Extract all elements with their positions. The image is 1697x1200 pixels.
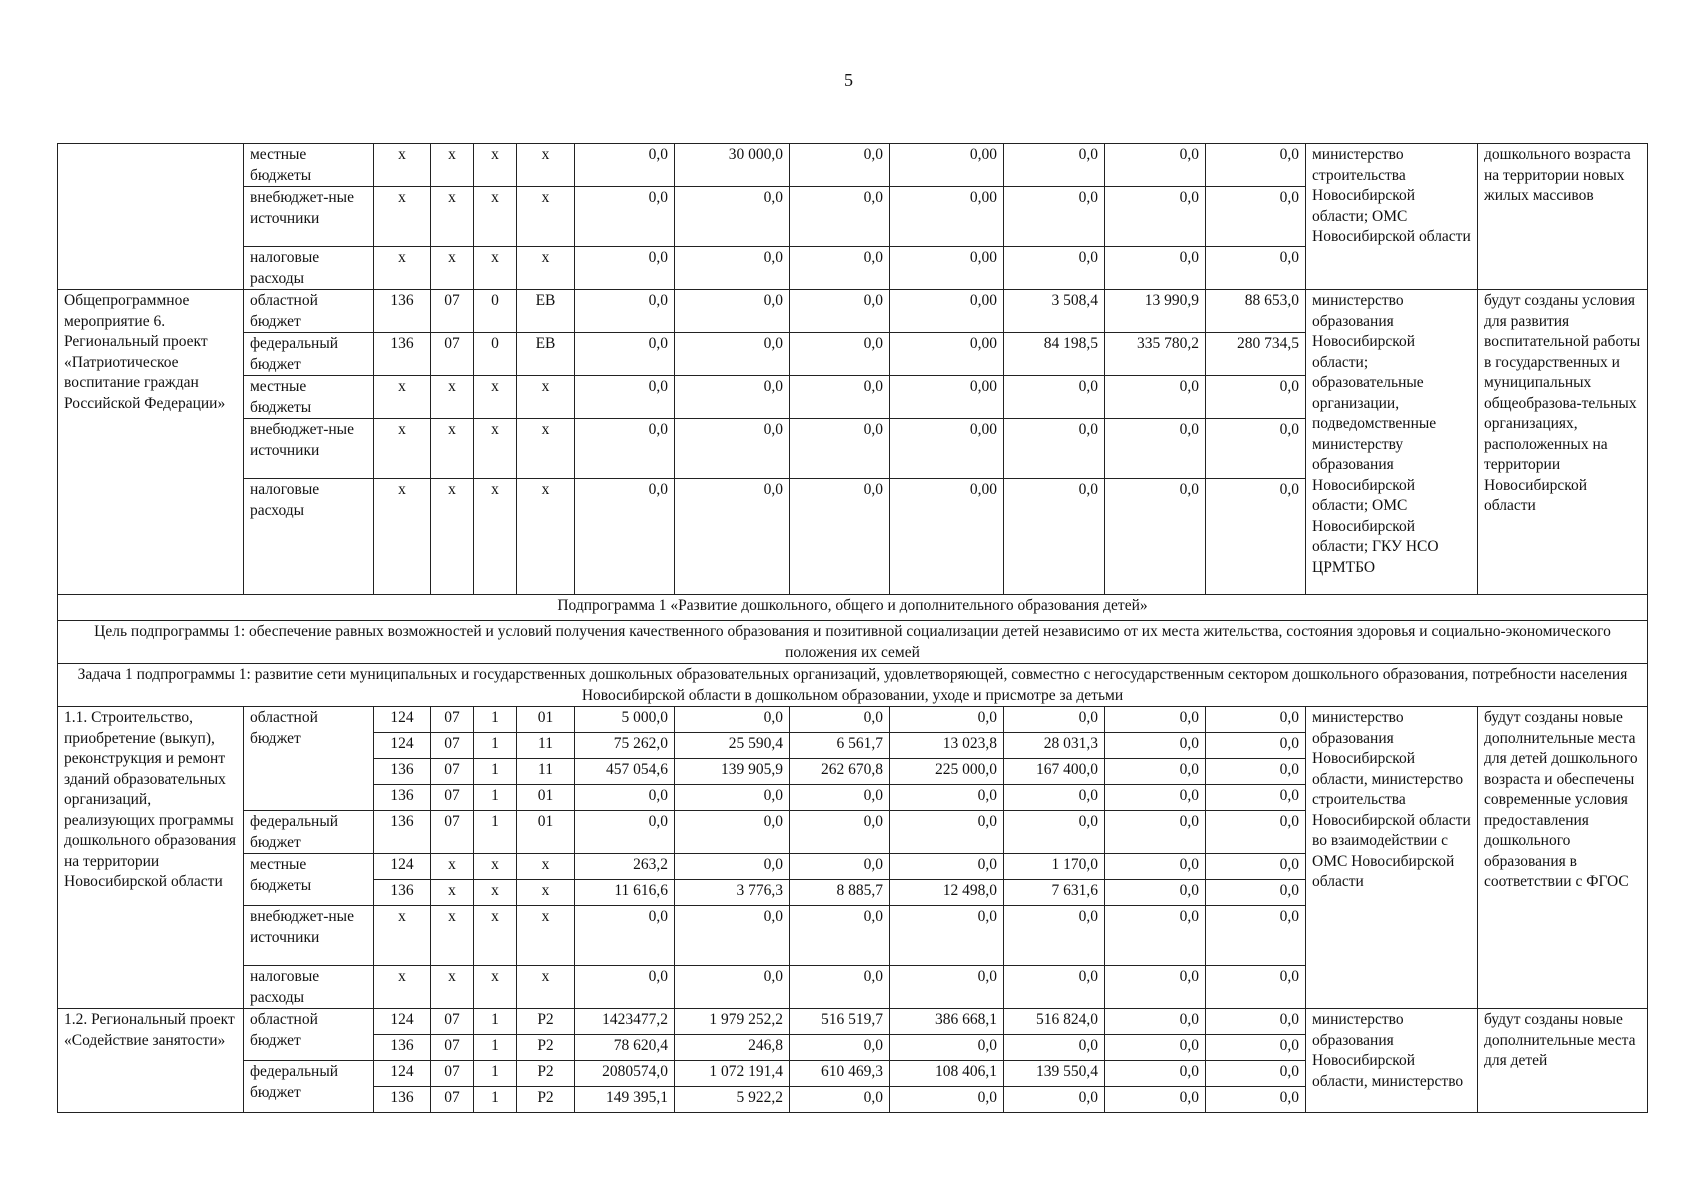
value-cell: 262 670,8: [790, 759, 890, 785]
value-cell: 0,0: [790, 811, 890, 854]
code-cell: EB: [517, 290, 575, 333]
value-cell: 84 198,5: [1004, 333, 1105, 376]
code-cell: х: [517, 966, 575, 1009]
value-cell: 0,0: [790, 1087, 890, 1113]
value-cell: 0,0: [790, 707, 890, 733]
code-cell: 0: [474, 290, 517, 333]
code-cell: 124: [374, 733, 431, 759]
table-row: [58, 664, 1648, 707]
code-cell: х: [517, 144, 575, 187]
code-cell: 1: [474, 1087, 517, 1113]
code-cell: х: [374, 419, 431, 479]
code-cell: х: [374, 966, 431, 1009]
code-cell: 07: [431, 1087, 474, 1113]
code-cell: 01: [517, 811, 575, 854]
code-cell: х: [517, 854, 575, 880]
value-cell: 0,0: [1206, 187, 1306, 247]
value-cell: 0,00: [890, 333, 1004, 376]
code-cell: х: [474, 906, 517, 966]
value-cell: 0,0: [675, 376, 790, 419]
code-cell: 01: [517, 707, 575, 733]
value-cell: 0,0: [675, 419, 790, 479]
code-cell: 11: [517, 759, 575, 785]
value-cell: 0,0: [890, 811, 1004, 854]
value-cell: 0,0: [1105, 880, 1206, 906]
value-cell: 0,0: [1206, 1087, 1306, 1113]
code-cell: 124: [374, 1009, 431, 1035]
code-cell: 1: [474, 1009, 517, 1035]
value-cell: 0,0: [1004, 1035, 1105, 1061]
code-cell: х: [431, 880, 474, 906]
value-cell: 0,0: [1004, 785, 1105, 811]
value-cell: 1 072 191,4: [675, 1061, 790, 1087]
code-cell: 07: [431, 1035, 474, 1061]
value-cell: 0,0: [1004, 811, 1105, 854]
code-cell: х: [517, 247, 575, 290]
value-cell: 0,0: [1206, 144, 1306, 187]
value-cell: 28 031,3: [1004, 733, 1105, 759]
code-cell: 136: [374, 1087, 431, 1113]
code-cell: 124: [374, 854, 431, 880]
funding-source-cell: внебюджет-ные источники: [244, 419, 374, 479]
event-name-cell: 1.2. Региональный проект «Содействие занятости»: [58, 1009, 244, 1113]
code-cell: P2: [517, 1009, 575, 1035]
value-cell: 0,0: [675, 906, 790, 966]
table-row: [58, 290, 1648, 333]
value-cell: 0,0: [890, 1087, 1004, 1113]
value-cell: 12 498,0: [890, 880, 1004, 906]
value-cell: 0,0: [1206, 880, 1306, 906]
code-cell: х: [431, 247, 474, 290]
value-cell: 2080574,0: [575, 1061, 675, 1087]
code-cell: 136: [374, 1035, 431, 1061]
value-cell: 78 620,4: [575, 1035, 675, 1061]
value-cell: 0,0: [575, 479, 675, 595]
code-cell: 1: [474, 1035, 517, 1061]
value-cell: 0,0: [1206, 1009, 1306, 1035]
code-cell: х: [474, 419, 517, 479]
value-cell: 0,0: [1004, 419, 1105, 479]
code-cell: х: [474, 854, 517, 880]
value-cell: 0,0: [790, 479, 890, 595]
value-cell: 149 395,1: [575, 1087, 675, 1113]
value-cell: 139 905,9: [675, 759, 790, 785]
value-cell: 0,0: [790, 419, 890, 479]
value-cell: 0,0: [1105, 187, 1206, 247]
value-cell: 0,0: [575, 419, 675, 479]
value-cell: 0,0: [890, 707, 1004, 733]
value-cell: 0,0: [790, 906, 890, 966]
event-name-cell: 1.1. Строительство, приобретение (выкуп), реконструкция и ремонт зданий образовательных организаций, реализующих программы дошкольного образования на территории Новосибирской области: [58, 707, 244, 1009]
code-cell: х: [474, 247, 517, 290]
value-cell: 0,0: [1206, 906, 1306, 966]
code-cell: х: [517, 376, 575, 419]
funding-source-cell: местные бюджеты: [244, 144, 374, 187]
code-cell: х: [474, 376, 517, 419]
executor-cell: министерство строительства Новосибирской области; ОМС Новосибирской области: [1306, 144, 1478, 290]
table-row: [58, 595, 1648, 621]
value-cell: 0,0: [1206, 1061, 1306, 1087]
value-cell: 0,0: [1004, 144, 1105, 187]
code-cell: х: [474, 880, 517, 906]
value-cell: 0,0: [1105, 247, 1206, 290]
code-cell: 0: [474, 333, 517, 376]
value-cell: 0,0: [675, 785, 790, 811]
code-cell: 1: [474, 1061, 517, 1087]
code-cell: 136: [374, 759, 431, 785]
code-cell: х: [517, 419, 575, 479]
value-cell: 0,0: [1206, 247, 1306, 290]
code-cell: х: [474, 479, 517, 595]
subprogram-goal: Цель подпрограммы 1: обеспечение равных возможностей и условий получения качественного образования и позитивной социализации детей независимо от их места жительства, состояния здоровья и социально-экономического положения их семей: [58, 621, 1648, 664]
code-cell: х: [431, 419, 474, 479]
value-cell: 3 776,3: [675, 880, 790, 906]
value-cell: 0,0: [675, 333, 790, 376]
code-cell: 07: [431, 1061, 474, 1087]
result-cell: будут созданы новые дополнительные места для детей дошкольного возраста и обеспечены современные условия предоставления дошкольного образования в соответствии с ФГОС: [1478, 707, 1648, 1009]
value-cell: 0,0: [1206, 707, 1306, 733]
value-cell: 0,0: [1206, 419, 1306, 479]
executor-cell: министерство образования Новосибирской области; образовательные организации, подведомственные министерству образования Новосибирской области; ОМС Новосибирской области; ГКУ НСО ЦРМТБО: [1306, 290, 1478, 595]
value-cell: 0,0: [1206, 811, 1306, 854]
funding-source-cell: областной бюджет: [244, 1009, 374, 1061]
value-cell: 0,0: [1004, 247, 1105, 290]
value-cell: 1423477,2: [575, 1009, 675, 1035]
value-cell: 0,0: [1105, 1087, 1206, 1113]
value-cell: 0,0: [1206, 376, 1306, 419]
executor-cell: министерство образования Новосибирской области, министерство строительства Новосибирской области во взаимодействии с ОМС Новосибирской области: [1306, 707, 1478, 1009]
value-cell: 0,0: [890, 1035, 1004, 1061]
code-cell: х: [517, 906, 575, 966]
value-cell: 0,0: [1004, 187, 1105, 247]
value-cell: 13 023,8: [890, 733, 1004, 759]
value-cell: 0,0: [790, 966, 890, 1009]
value-cell: 0,0: [1105, 1009, 1206, 1035]
code-cell: х: [431, 479, 474, 595]
value-cell: 0,0: [790, 187, 890, 247]
code-cell: 07: [431, 785, 474, 811]
code-cell: P2: [517, 1035, 575, 1061]
funding-source-cell: федеральный бюджет: [244, 333, 374, 376]
value-cell: 0,0: [1206, 966, 1306, 1009]
result-cell: будут созданы условия для развития воспитательной работы в государственных и муниципальных общеобразова-тельных организациях, расположенных на территории Новосибирской области: [1478, 290, 1648, 595]
value-cell: 0,0: [1105, 144, 1206, 187]
value-cell: 0,0: [675, 966, 790, 1009]
code-cell: 1: [474, 707, 517, 733]
value-cell: 0,0: [790, 333, 890, 376]
value-cell: 386 668,1: [890, 1009, 1004, 1035]
program-table: [57, 143, 1648, 1113]
value-cell: 0,0: [1004, 707, 1105, 733]
value-cell: 0,0: [890, 966, 1004, 1009]
code-cell: 1: [474, 759, 517, 785]
value-cell: 0,0: [890, 906, 1004, 966]
table-row: [58, 144, 1648, 187]
value-cell: 0,0: [1105, 419, 1206, 479]
value-cell: 0,0: [1105, 733, 1206, 759]
value-cell: 0,0: [575, 333, 675, 376]
funding-source-cell: местные бюджеты: [244, 854, 374, 906]
code-cell: 124: [374, 1061, 431, 1087]
code-cell: х: [374, 376, 431, 419]
value-cell: 0,0: [790, 376, 890, 419]
value-cell: 0,0: [790, 290, 890, 333]
value-cell: 0,0: [1105, 376, 1206, 419]
value-cell: 0,0: [1206, 733, 1306, 759]
value-cell: 1 979 252,2: [675, 1009, 790, 1035]
executor-cell: министерство образования Новосибирской области, министерство: [1306, 1009, 1478, 1113]
funding-source-cell: федеральный бюджет: [244, 811, 374, 854]
value-cell: 0,0: [1004, 479, 1105, 595]
value-cell: 0,00: [890, 290, 1004, 333]
value-cell: 0,0: [1105, 707, 1206, 733]
value-cell: 0,0: [1206, 479, 1306, 595]
page-number: 5: [844, 70, 853, 90]
code-cell: 1: [474, 785, 517, 811]
value-cell: 0,0: [1206, 785, 1306, 811]
code-cell: х: [517, 479, 575, 595]
value-cell: 0,0: [575, 811, 675, 854]
funding-source-cell: местные бюджеты: [244, 376, 374, 419]
code-cell: х: [517, 187, 575, 247]
funding-source-cell: областной бюджет: [244, 707, 374, 811]
table-row: [58, 621, 1648, 664]
code-cell: х: [431, 966, 474, 1009]
value-cell: 0,0: [1004, 1087, 1105, 1113]
code-cell: 124: [374, 707, 431, 733]
value-cell: 280 734,5: [1206, 333, 1306, 376]
value-cell: 139 550,4: [1004, 1061, 1105, 1087]
value-cell: 0,0: [575, 906, 675, 966]
value-cell: 0,0: [790, 854, 890, 880]
value-cell: 0,0: [675, 187, 790, 247]
value-cell: 0,0: [675, 247, 790, 290]
code-cell: х: [474, 966, 517, 1009]
value-cell: 516 824,0: [1004, 1009, 1105, 1035]
value-cell: 0,0: [1105, 479, 1206, 595]
value-cell: 108 406,1: [890, 1061, 1004, 1087]
value-cell: 225 000,0: [890, 759, 1004, 785]
value-cell: 0,0: [790, 1035, 890, 1061]
code-cell: EB: [517, 333, 575, 376]
code-cell: 136: [374, 333, 431, 376]
value-cell: 75 262,0: [575, 733, 675, 759]
event-name-cell: [58, 144, 244, 290]
result-cell: будут созданы новые дополнительные места для детей: [1478, 1009, 1648, 1113]
value-cell: 0,0: [575, 376, 675, 419]
value-cell: 0,0: [1105, 906, 1206, 966]
value-cell: 0,00: [890, 419, 1004, 479]
value-cell: 167 400,0: [1004, 759, 1105, 785]
value-cell: 0,0: [890, 785, 1004, 811]
value-cell: 0,0: [1105, 1061, 1206, 1087]
code-cell: х: [374, 144, 431, 187]
code-cell: х: [431, 854, 474, 880]
value-cell: 30 000,0: [675, 144, 790, 187]
code-cell: х: [474, 144, 517, 187]
code-cell: х: [374, 479, 431, 595]
value-cell: 0,0: [1105, 811, 1206, 854]
value-cell: 457 054,6: [575, 759, 675, 785]
value-cell: 335 780,2: [1105, 333, 1206, 376]
value-cell: 0,0: [675, 854, 790, 880]
code-cell: 07: [431, 290, 474, 333]
funding-source-cell: налоговые расходы: [244, 479, 374, 595]
code-cell: 136: [374, 785, 431, 811]
value-cell: 0,00: [890, 376, 1004, 419]
value-cell: 6 561,7: [790, 733, 890, 759]
value-cell: 0,0: [1105, 854, 1206, 880]
value-cell: 0,0: [1206, 759, 1306, 785]
value-cell: 516 519,7: [790, 1009, 890, 1035]
code-cell: 01: [517, 785, 575, 811]
code-cell: P2: [517, 1087, 575, 1113]
value-cell: 5 922,2: [675, 1087, 790, 1113]
code-cell: 07: [431, 707, 474, 733]
code-cell: 07: [431, 759, 474, 785]
value-cell: 0,0: [575, 144, 675, 187]
value-cell: 11 616,6: [575, 880, 675, 906]
code-cell: 07: [431, 333, 474, 376]
value-cell: 0,0: [790, 144, 890, 187]
value-cell: 0,00: [890, 187, 1004, 247]
value-cell: 0,0: [575, 247, 675, 290]
value-cell: 0,0: [575, 785, 675, 811]
value-cell: 0,0: [675, 707, 790, 733]
code-cell: х: [431, 376, 474, 419]
value-cell: 0,00: [890, 479, 1004, 595]
code-cell: 136: [374, 811, 431, 854]
value-cell: 0,0: [1206, 1035, 1306, 1061]
funding-source-cell: налоговые расходы: [244, 966, 374, 1009]
value-cell: 0,0: [890, 854, 1004, 880]
value-cell: 0,0: [575, 290, 675, 333]
value-cell: 0,0: [575, 187, 675, 247]
value-cell: 0,0: [790, 247, 890, 290]
table-row: [58, 707, 1648, 733]
value-cell: 88 653,0: [1206, 290, 1306, 333]
funding-source-cell: областной бюджет: [244, 290, 374, 333]
value-cell: 0,0: [675, 811, 790, 854]
funding-source-cell: федеральный бюджет: [244, 1061, 374, 1113]
value-cell: 0,0: [1105, 1035, 1206, 1061]
subprogram-task: Задача 1 подпрограммы 1: развитие сети муниципальных и государственных дошкольных образовательных организаций, удовлетворяющей, совместно с негосударственным сектором дошкольного образования, потребности населения Новосибирской области в дошкольном образовании, уходе и присмотре за детьми: [58, 664, 1648, 707]
code-cell: 136: [374, 290, 431, 333]
value-cell: 7 631,6: [1004, 880, 1105, 906]
value-cell: 0,0: [675, 479, 790, 595]
value-cell: 0,0: [790, 785, 890, 811]
funding-source-cell: внебюджет-ные источники: [244, 906, 374, 966]
value-cell: 13 990,9: [1105, 290, 1206, 333]
value-cell: 0,0: [575, 966, 675, 1009]
value-cell: 0,0: [1105, 785, 1206, 811]
value-cell: 0,0: [1004, 376, 1105, 419]
code-cell: х: [474, 187, 517, 247]
code-cell: 07: [431, 811, 474, 854]
code-cell: 1: [474, 733, 517, 759]
table-row: [58, 1009, 1648, 1035]
code-cell: 11: [517, 733, 575, 759]
code-cell: х: [431, 187, 474, 247]
code-cell: 136: [374, 880, 431, 906]
value-cell: 1 170,0: [1004, 854, 1105, 880]
code-cell: х: [517, 880, 575, 906]
funding-source-cell: налоговые расходы: [244, 247, 374, 290]
code-cell: х: [431, 144, 474, 187]
value-cell: 610 469,3: [790, 1061, 890, 1087]
code-cell: P2: [517, 1061, 575, 1087]
value-cell: 246,8: [675, 1035, 790, 1061]
result-cell: дошкольного возраста на территории новых жилых массивов: [1478, 144, 1648, 290]
value-cell: 8 885,7: [790, 880, 890, 906]
code-cell: х: [374, 906, 431, 966]
value-cell: 0,0: [1004, 966, 1105, 1009]
code-cell: х: [374, 187, 431, 247]
code-cell: х: [374, 247, 431, 290]
code-cell: 07: [431, 1009, 474, 1035]
value-cell: 0,00: [890, 247, 1004, 290]
code-cell: х: [431, 906, 474, 966]
value-cell: 0,00: [890, 144, 1004, 187]
value-cell: 3 508,4: [1004, 290, 1105, 333]
value-cell: 5 000,0: [575, 707, 675, 733]
value-cell: 25 590,4: [675, 733, 790, 759]
value-cell: 0,0: [1105, 966, 1206, 1009]
value-cell: 0,0: [1206, 854, 1306, 880]
value-cell: 263,2: [575, 854, 675, 880]
code-cell: 07: [431, 733, 474, 759]
value-cell: 0,0: [1105, 759, 1206, 785]
code-cell: 1: [474, 811, 517, 854]
value-cell: 0,0: [1004, 906, 1105, 966]
value-cell: 0,0: [675, 290, 790, 333]
event-name-cell: Общепрограммное мероприятие 6. Региональный проект «Патриотическое воспитание граждан Российской Федерации»: [58, 290, 244, 595]
funding-source-cell: внебюджет-ные источники: [244, 187, 374, 247]
subprogram-title: Подпрограмма 1 «Развитие дошкольного, общего и дополнительного образования детей»: [58, 595, 1648, 621]
